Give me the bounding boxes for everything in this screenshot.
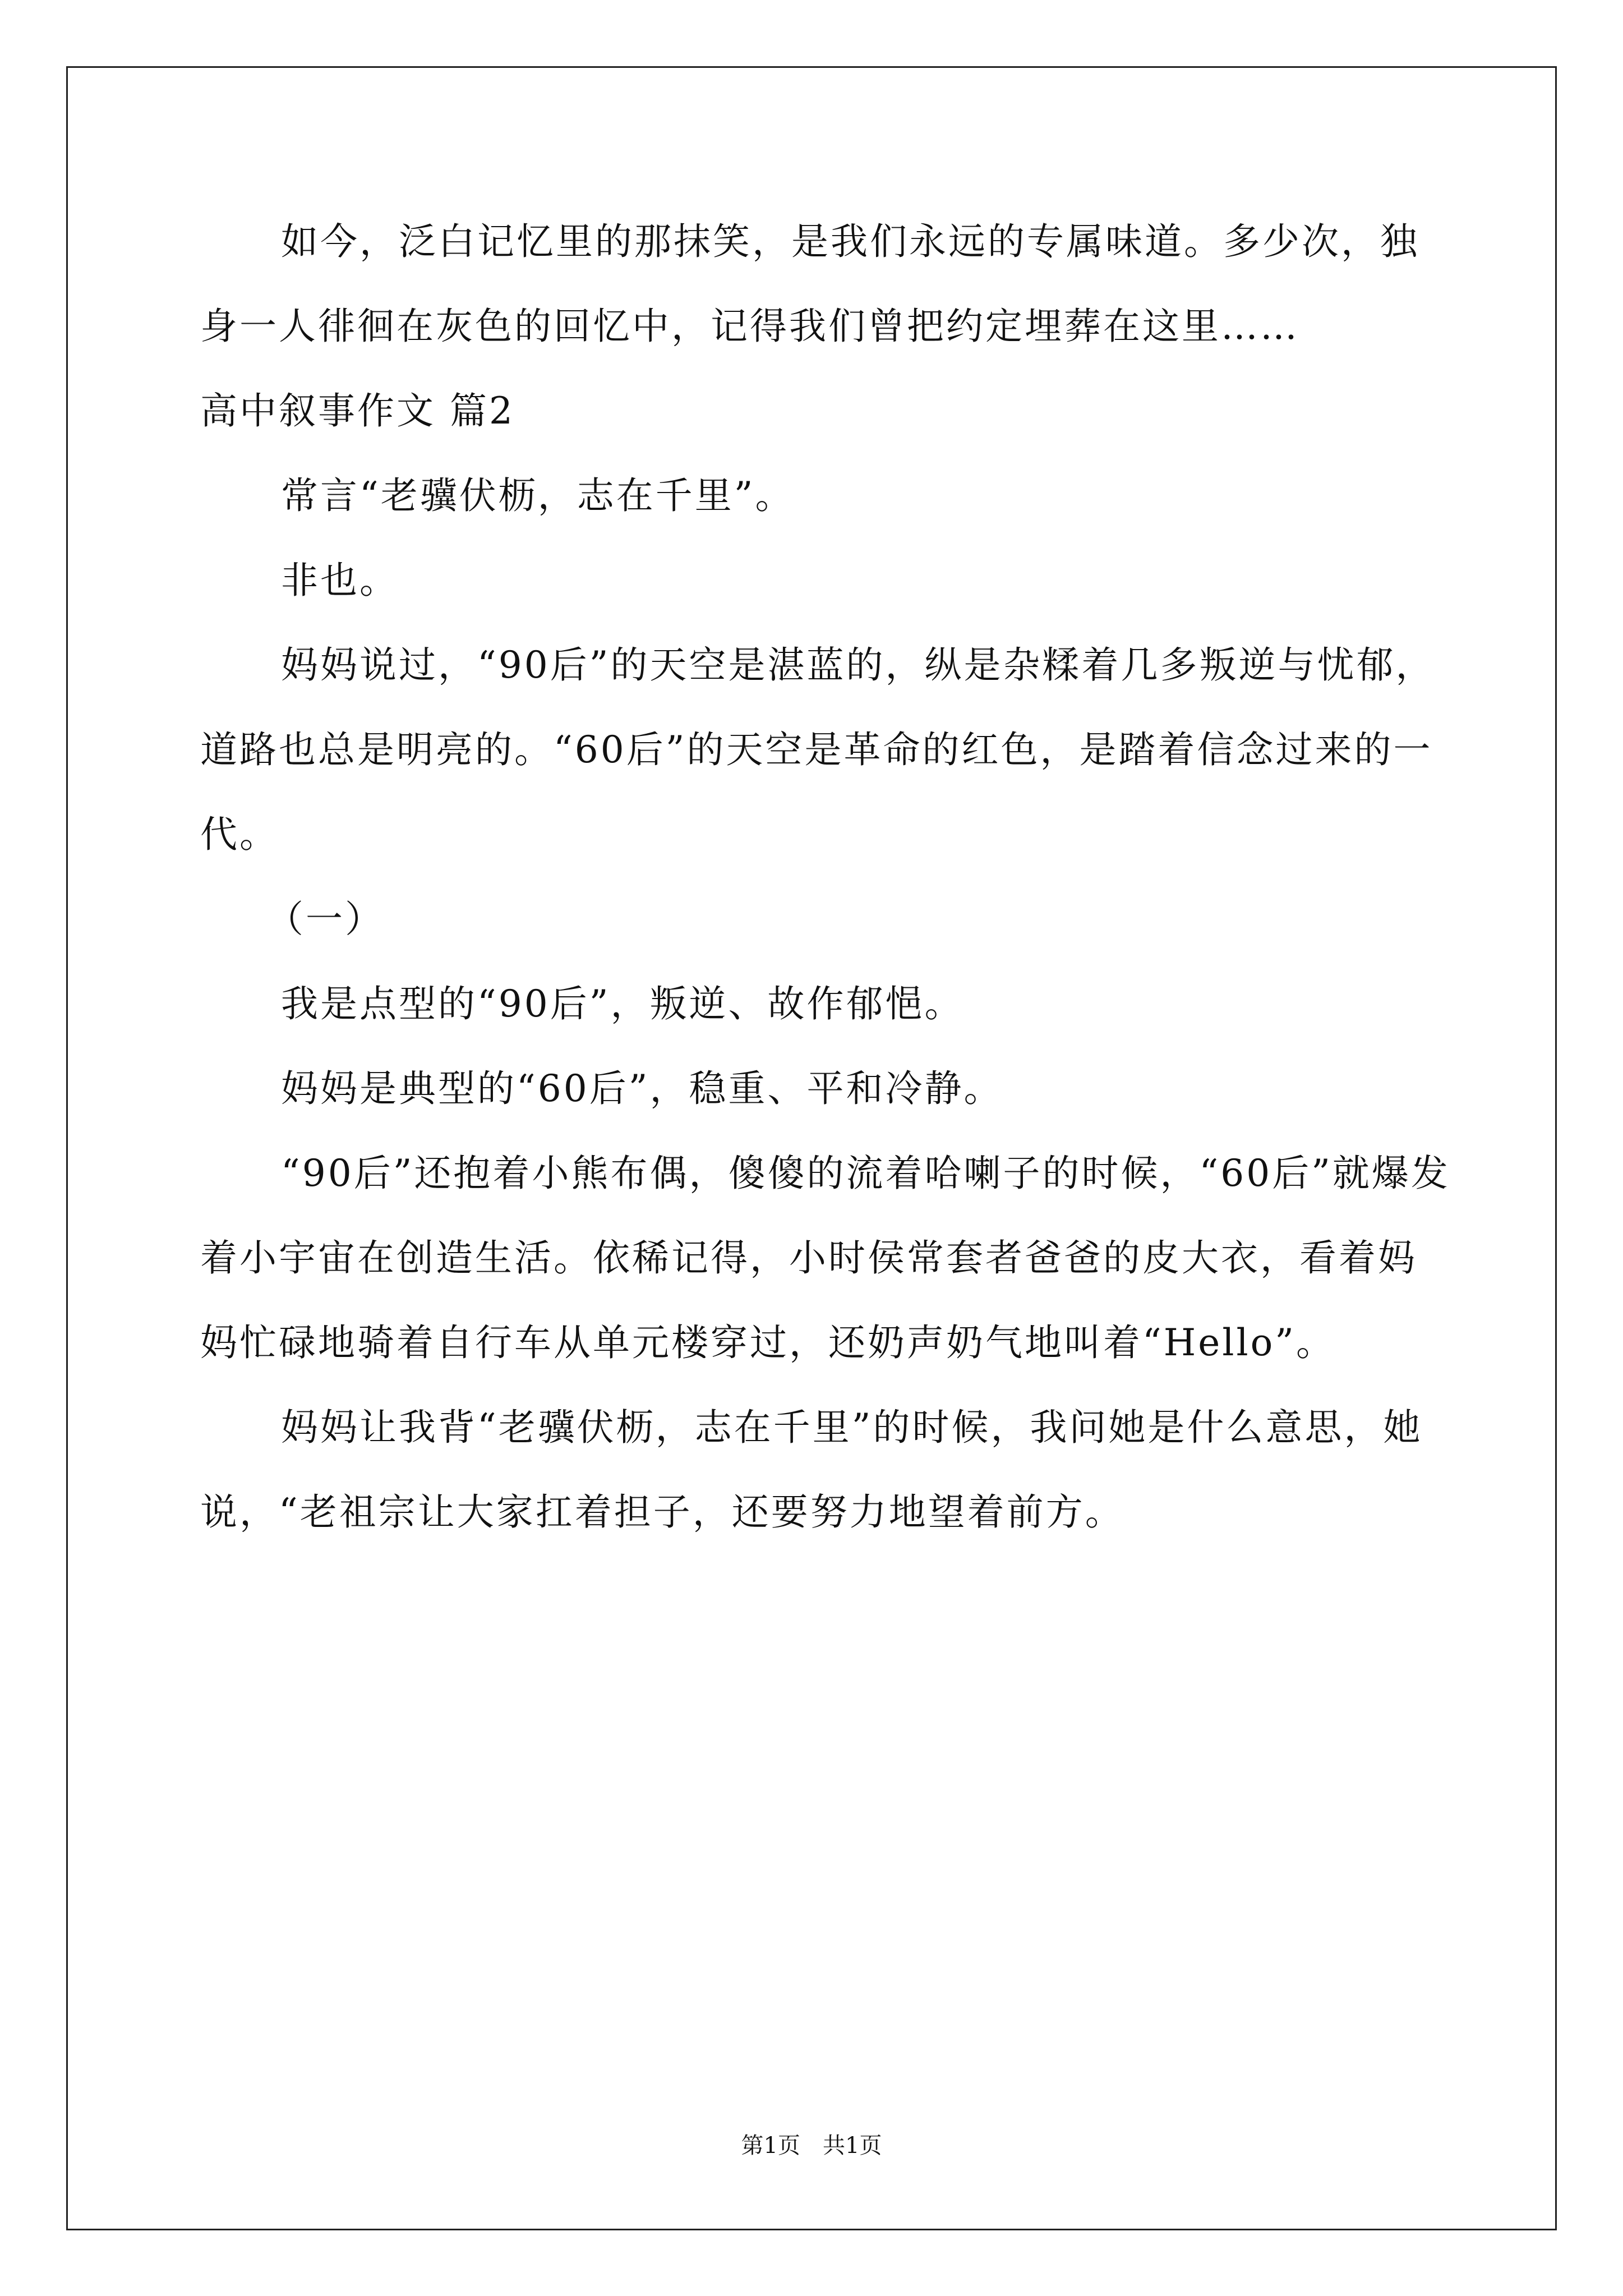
section-marker: （一） (266, 898, 384, 941)
paragraph: 非也。 (281, 559, 399, 602)
paragraph: 妈妈说过，“90后”的天空是湛蓝的，纵是杂糅着几多叛逆与忧郁，道路也总是明亮的。“60后”的天空是革命的红色，是踏着信念过来的一代。 (200, 643, 1435, 856)
paragraph: 如今，泛白记忆里的那抹笑，是我们永远的专属味道。多少次，独身一人徘徊在灰色的回忆中，记得我们曾把约定埋葬在这里…… (200, 220, 1419, 348)
paragraph: 妈妈让我背“老骥伏枥，志在千里”的时候，我问她是什么意思，她说，“老祖宗让大家扛着担子，还要努力地望着前方。 (200, 1406, 1423, 1534)
section-heading: 高中叙事作文 篇2 (200, 389, 515, 432)
paragraph: 常言“老骥伏枥，志在千里”。 (281, 474, 795, 517)
page-number-footer: 第1页 共1页 (741, 2133, 882, 2159)
document-body (200, 199, 1451, 1554)
paragraph: 我是点型的“90后”，叛逆、故作郁悒。 (281, 982, 964, 1025)
paragraph: 妈妈是典型的“60后”，稳重、平和冷静。 (281, 1067, 1003, 1110)
paragraph: “90后”还抱着小熊布偶，傻傻的流着哈喇子的时候，“60后”就爆发着小宇宙在创造生活。依稀记得，小时侯常套者爸爸的皮大衣，看着妈妈忙碌地骑着自行车从单元楼穿过，还奶声奶气地叫着“Hello”。 (200, 1152, 1450, 1364)
